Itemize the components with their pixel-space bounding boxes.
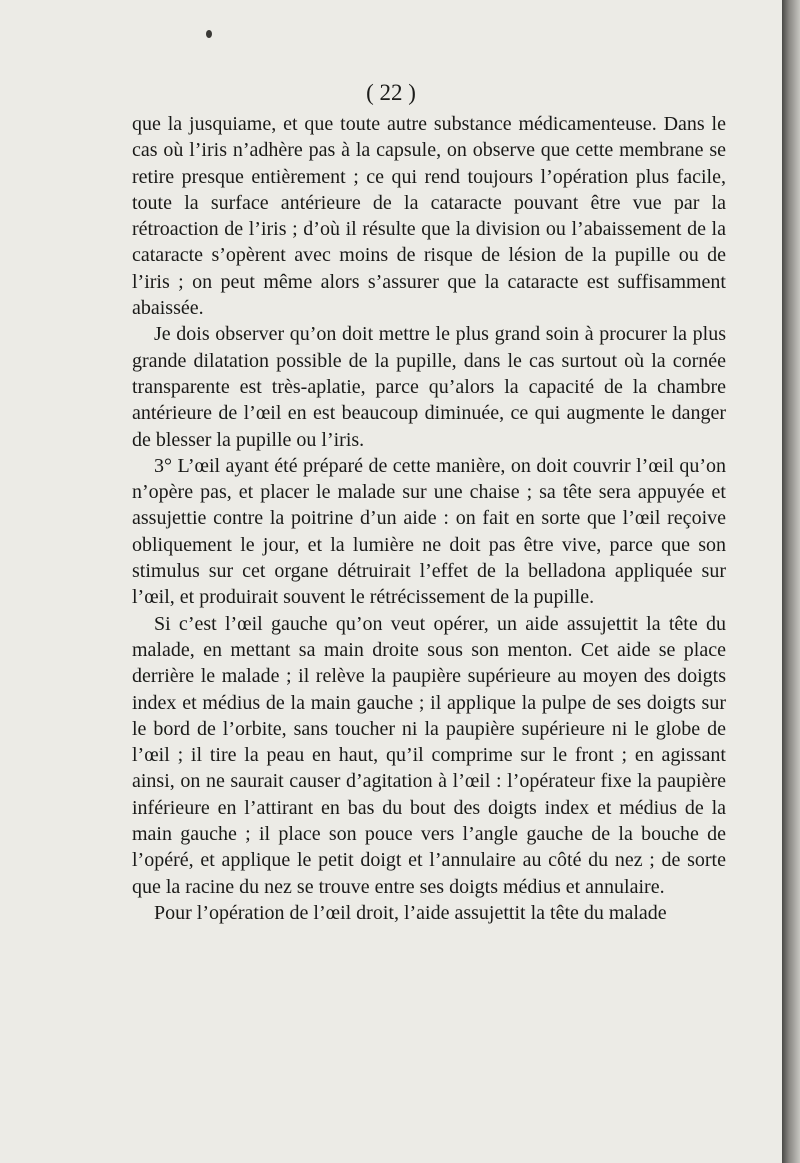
paragraph-1: que la jusquiame, et que toute autre substance médicamenteuse. Dans le cas où l’iris n’adhère pas à la capsule, on observe que cette membrane se retire presque entièrement ; ce qui rend toujours l’opération plus facile, toute la surface antérieure de la cataracte pouvant être vue par la rétroaction de l’iris ; d’où il résulte que la division ou l’abaissement de la cataracte s’opèrent avec moins de risque de lésion de la pupille ou de l’iris ; on peut même alors s’assurer que la cataracte est suffisamment abaissée. bbox=[132, 113, 726, 320]
paragraph-4: Si c’est l’œil gauche qu’on veut opérer, un aide assujettit la tête du malade, en mettant sa main droite sous son menton. Cet aide se place derrière le malade ; il relève la paupière supérieure au moyen des doigts index et médius de la main gauche ; il applique la pulpe de ses doigts sur le bord de l’orbite, sans toucher ni la paupière supérieure ni le globe de l’œil ; il tire la peau en haut, qu’il comprime sur le front ; en agissant ainsi, on ne saurait causer d’agitation à l’œil : l’opérateur fixe la paupière inférieure en l’attirant en bas du bout des doigts index et médius de la main gauche ; il place son pouce vers l’angle gauche de la bouche de l’opéré, et applique le petit doigt et l’annulaire au côté du nez ; de sorte que la racine du nez se trouve entre ses doigts médius et annulaire. bbox=[132, 612, 726, 898]
page-edge-shadow bbox=[782, 0, 800, 1163]
page-number: ( 22 ) bbox=[366, 80, 416, 105]
paragraph-2: Je dois observer qu’on doit mettre le plus grand soin à procurer la plus grande dilatation possible de la pupille, dans le cas surtout où la cornée transparente est très-aplatie, parce qu’alors la capacité de la chambre antérieure de l’œil en est beaucoup diminuée, ce qui augmente le danger de blesser la pupille ou l’iris. bbox=[132, 323, 726, 451]
paragraph-5: Pour l’opération de l’œil droit, l’aide assujettit la tête du malade bbox=[154, 901, 667, 924]
ink-spot bbox=[206, 30, 212, 38]
paragraph-3: 3° L’œil ayant été préparé de cette manière, on doit couvrir l’œil qu’on n’opère pas, et placer le malade sur une chaise ; sa tête sera appuyée et assujettie contre la poitrine d’un aide : on fait en sorte que l’œil reçoive obliquement le jour, et la lumière ne doit pas être vive, parce que son stimulus sur cet organe détruirait l’effet de la belladona appliquée sur l’œil, et produirait souvent le rétrécissement de la pupille. bbox=[132, 454, 726, 609]
body-text bbox=[132, 111, 726, 926]
